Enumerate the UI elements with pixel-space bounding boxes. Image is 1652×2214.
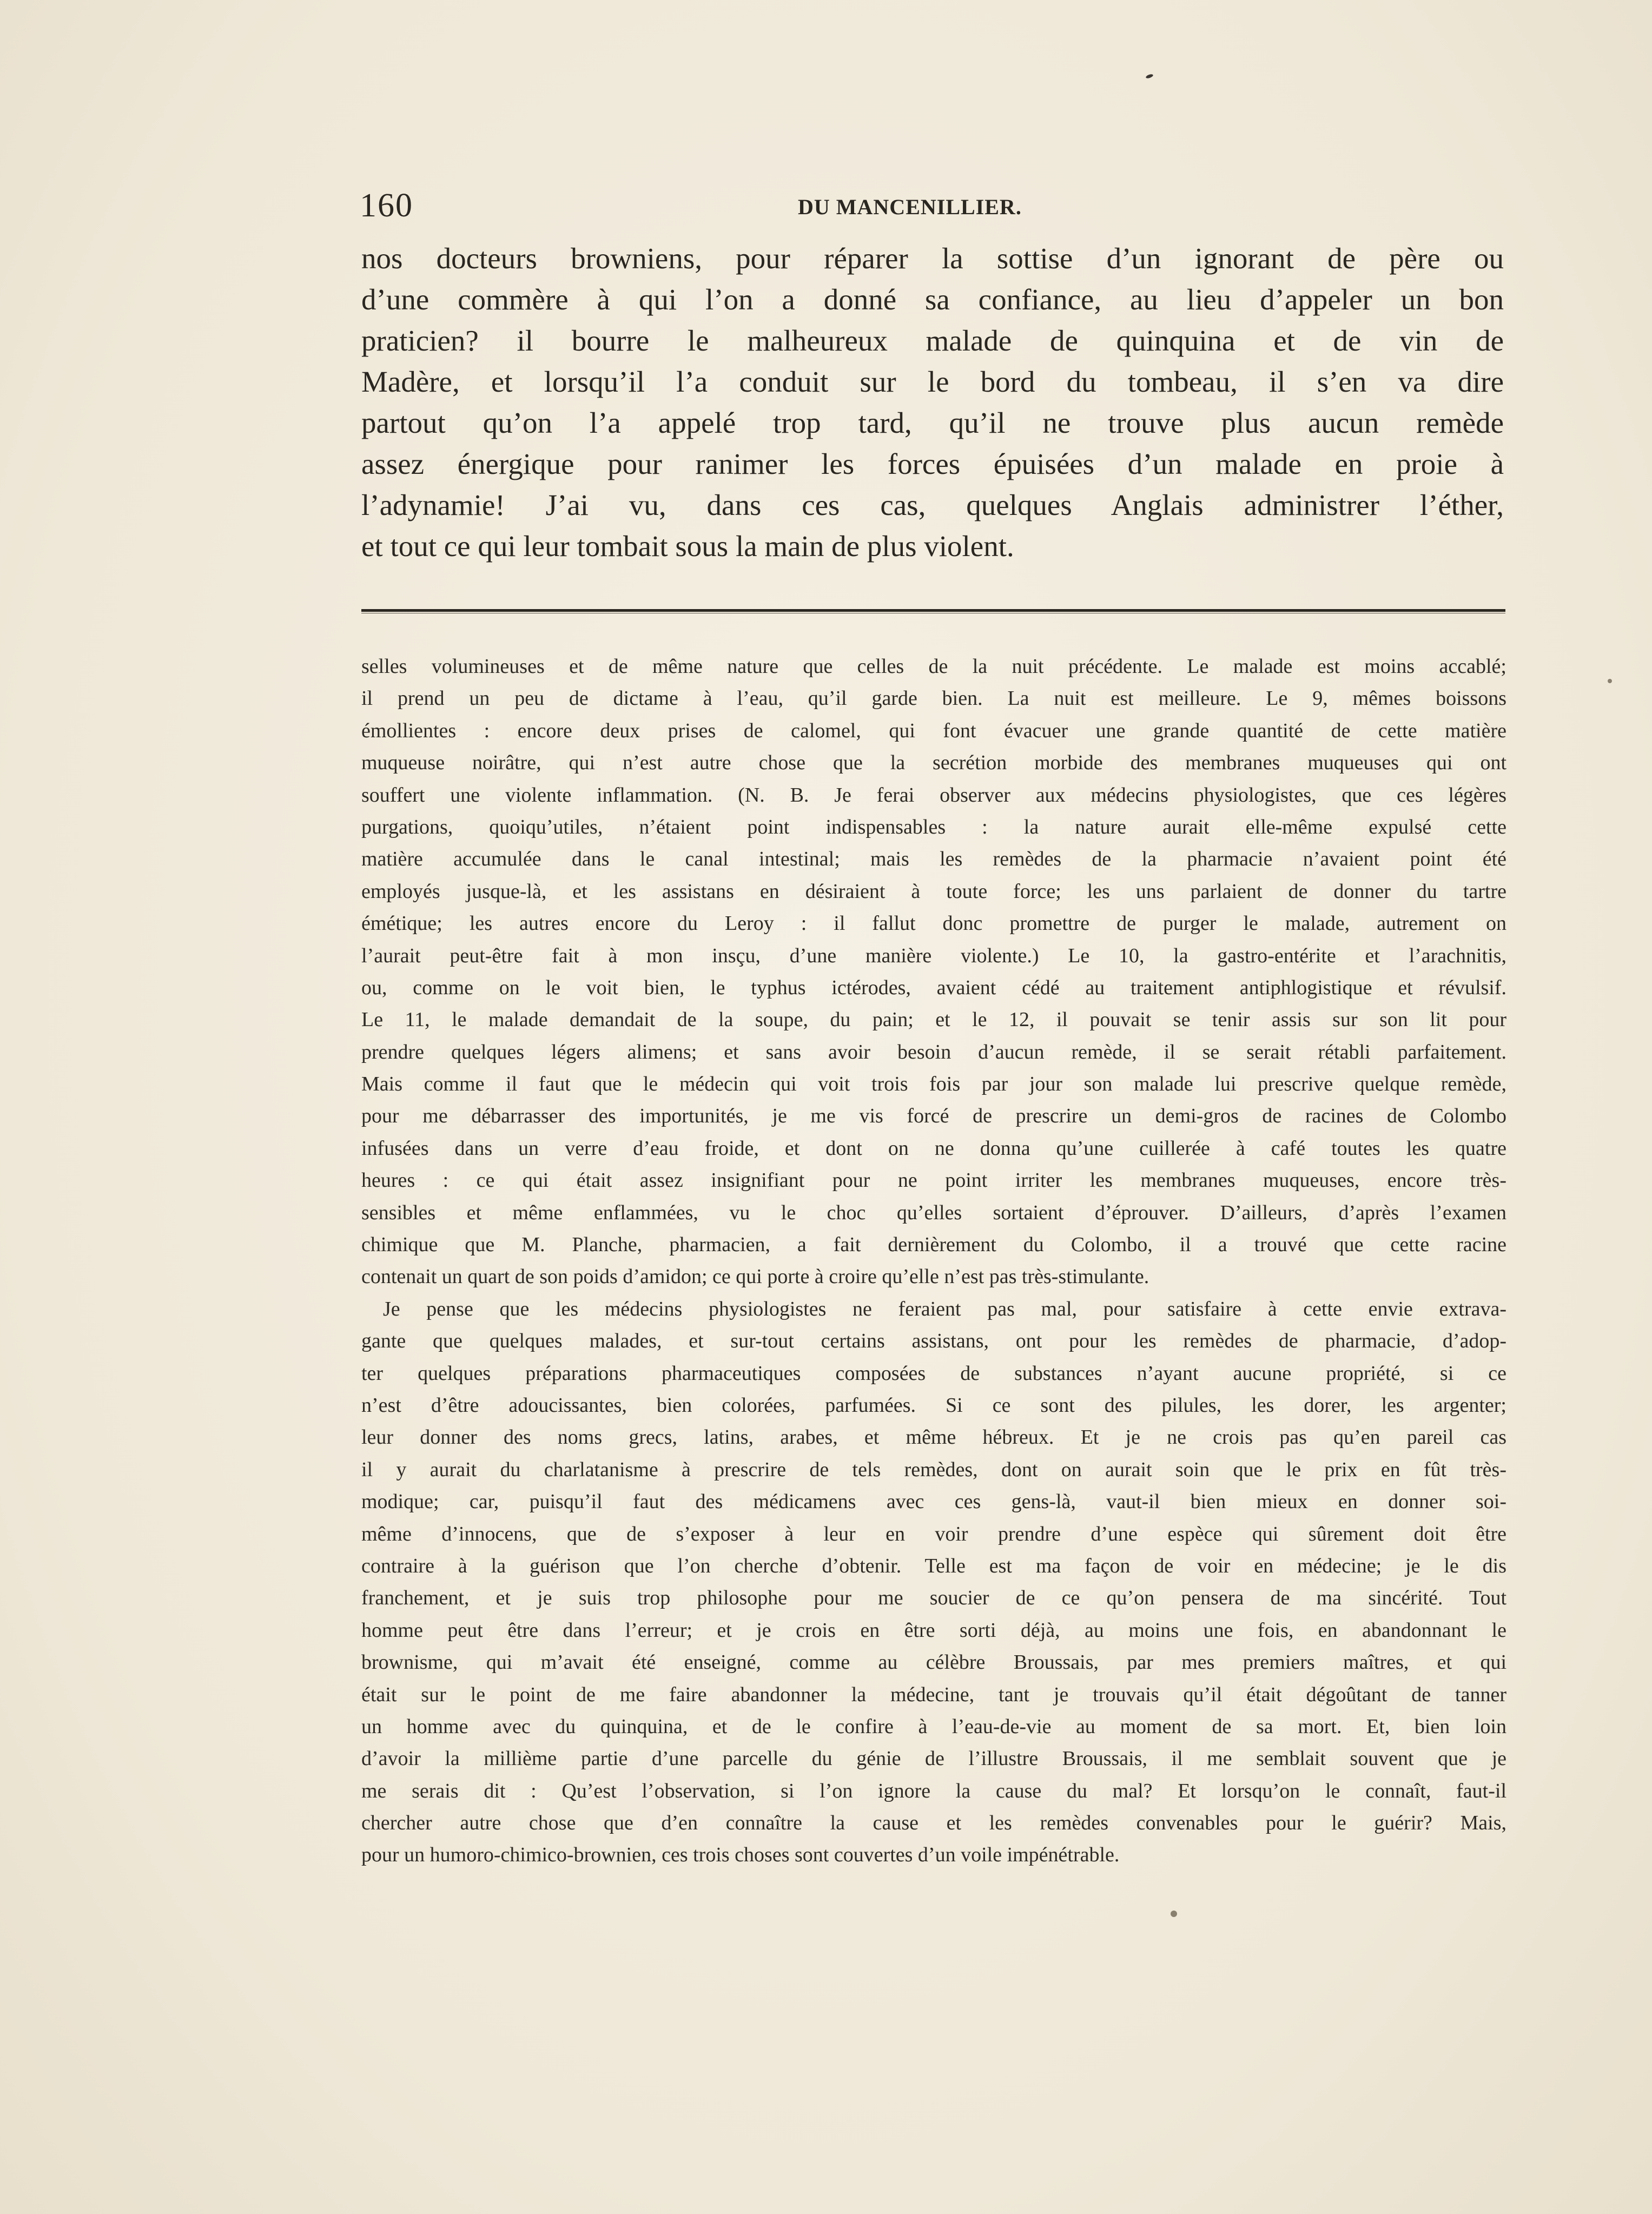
footnote-line: n’est d’être adoucissantes, bien colorées, parfumées. Si ce sont des pilules, les dorer, les argenter; xyxy=(361,1393,1506,1417)
footnote-line: d’avoir la millième partie d’une parcelle du génie de l’illustre Broussais, il me semblait souvent que je xyxy=(361,1747,1506,1770)
footnote-line: souffert une violente inflammation. (N. B. Je ferai observer aux médecins physiologistes, que ces légères xyxy=(361,783,1506,807)
footnote-line: émétique; les autres encore du Leroy : il fallut donc promettre de purger le malade, autrement on xyxy=(361,912,1506,935)
footnote-line: contraire à la guérison que l’on cherche d’obtenir. Telle est ma façon de voir en médecine; je le dis xyxy=(361,1554,1506,1577)
footnote-line: ter quelques préparations pharmaceutiques composées de substances n’ayant aucune propriété, si ce xyxy=(361,1362,1506,1385)
footnote-line: l’aurait peut-être fait à mon insçu, d’une manière violente.) Le 10, la gastro-entérite et l’arachnitis, xyxy=(361,944,1506,967)
divider-thick-rule xyxy=(361,609,1505,612)
footnote-line: contenait un quart de son poids d’amidon; ce qui porte à croire qu’elle n’est pas très-stimulante. xyxy=(361,1265,1149,1288)
footnote-line: heures : ce qui était assez insignifiant pour ne point irriter les membranes muqueuses, encore très- xyxy=(361,1169,1506,1192)
footnote-line: purgations, quoiqu’utiles, n’étaient point indispensables : la nature aurait elle-même expulsé cette xyxy=(361,815,1506,838)
footnote-line: Je pense que les médecins physiologistes ne feraient pas mal, pour satisfaire à cette envie extrava- xyxy=(383,1297,1506,1320)
page-header xyxy=(360,187,1523,235)
footnote-line: modique; car, puisqu’il faut des médicamens avec ces gens-là, vaut-il bien mieux en donner soi- xyxy=(361,1490,1506,1514)
footnote-line: était sur le point de me faire abandonner la médecine, tant je trouvais qu’il était dégoûtant de tanner xyxy=(361,1683,1506,1706)
footnote-line: ou, comme on le voit bien, le typhus ictérodes, avaient cédé au traitement antiphlogistique et révulsif. xyxy=(361,976,1506,999)
footnote-line: selles volumineuses et de même nature que celles de la nuit précédente. Le malade est moins accablé; xyxy=(361,655,1506,678)
footnote-line: Le 11, le malade demandait de la soupe, du pain; et le 12, il pouvait se tenir assis sur son lit pour xyxy=(361,1008,1506,1032)
main-text-line: Madère, et lorsqu’il l’a conduit sur le bord du tombeau, il s’en va dire xyxy=(361,365,1504,398)
footnote-line: prendre quelques légers alimens; et sans avoir besoin d’aucun remède, il se serait rétabli parfaitement. xyxy=(361,1040,1506,1063)
main-text-line: partout qu’on l’a appelé trop tard, qu’il ne trouve plus aucun remède xyxy=(361,406,1504,439)
footnote-block xyxy=(361,651,1506,1872)
footnote-line: pour me débarrasser des importunités, je me vis forcé de prescrire un demi-gros de racines de Colombo xyxy=(361,1105,1506,1128)
footnote-line: sensibles et même enflammées, vu le choc qu’elles sortaient d’éprouver. D’ailleurs, d’après l’examen xyxy=(361,1201,1506,1224)
main-text-line: praticien? il bourre le malheureux malade de quinquina et de vin de xyxy=(361,324,1504,357)
footnote-line: chimique que M. Planche, pharmacien, a fait dernièrement du Colombo, il a trouvé que cette racine xyxy=(361,1233,1506,1257)
footnote-line: franchement, et je suis trop philosophe pour me soucier de ce qu’on pensera de ma sincérité. Tout xyxy=(361,1587,1506,1610)
page-number: 160 xyxy=(360,187,413,224)
ink-speck xyxy=(1608,679,1612,683)
footnote-line: infusées dans un verre d’eau froide, et dont on ne donna qu’une cuillerée à café toutes les quatre xyxy=(361,1136,1506,1160)
footnote-line: il y aurait du charlatanisme à prescrire de tels remèdes, dont on aurait soin que le prix en fût très- xyxy=(361,1458,1506,1481)
footnote-line: gante que quelques malades, et sur-tout certains assistans, ont pour les remèdes de pharmacie, d’adop- xyxy=(361,1330,1506,1353)
footnote-line: me serais dit : Qu’est l’observation, si l’on ignore la cause du mal? Et lorsqu’on le connaît, faut-il xyxy=(361,1779,1506,1802)
footnote-line: pour un humoro-chimico-brownien, ces trois choses sont couvertes d’un voile impénétrable. xyxy=(361,1843,1120,1867)
footnote-line: il prend un peu de dictame à l’eau, qu’il garde bien. La nuit est meilleure. Le 9, mêmes boissons xyxy=(361,687,1506,710)
footnote-line: homme peut être dans l’erreur; et je crois en être sorti déjà, au moins une fois, en abandonnant le xyxy=(361,1618,1506,1642)
main-text-line: l’adynamie! J’ai vu, dans ces cas, quelques Anglais administrer l’éther, xyxy=(361,488,1504,521)
ink-speck xyxy=(1171,1911,1177,1917)
main-text-line: et tout ce qui leur tombait sous la main de plus violent. xyxy=(361,530,1014,563)
footnote-divider xyxy=(361,609,1505,613)
ink-speck xyxy=(1145,74,1153,79)
footnote-line: brownisme, qui m’avait été enseigné, comme au célèbre Broussais, par mes premiers maîtres, et qui xyxy=(361,1651,1506,1674)
footnote-line: émollientes : encore deux prises de calomel, qui font évacuer une grande quantité de cette matière xyxy=(361,719,1506,742)
main-text-line: d’une commère à qui l’on a donné sa confiance, au lieu d’appeler un bon xyxy=(361,283,1504,316)
footnote-line: Mais comme il faut que le médecin qui voit trois fois par jour son malade lui prescrive quelque remède, xyxy=(361,1073,1506,1096)
footnote-line: chercher autre chose que d’en connaître la cause et les remèdes convenables pour le guérir? Mais, xyxy=(361,1812,1506,1835)
footnote-line: leur donner des noms grecs, latins, arabes, et même hébreux. Et je ne crois pas qu’en pareil cas xyxy=(361,1426,1506,1449)
main-text-line: assez énergique pour ranimer les forces épuisées d’un malade en proie à xyxy=(361,447,1504,480)
main-text-line: nos docteurs browniens, pour réparer la sottise d’un ignorant de père ou xyxy=(361,242,1504,275)
footnote-line: un homme avec du quinquina, et de le confire à l’eau-de-vie au moment de sa mort. Et, bien loin xyxy=(361,1715,1506,1738)
running-title: DU MANCENILLIER. xyxy=(798,195,1022,219)
main-paragraph xyxy=(361,238,1504,567)
footnote-line: employés jusque-là, et les assistans en désiraient à toute force; les uns parlaient de donner du tartre xyxy=(361,880,1506,903)
footnote-line: même d’innocens, que de s’exposer à leur en voir prendre d’une espèce qui sûrement doit être xyxy=(361,1522,1506,1545)
footnote-line: matière accumulée dans le canal intestinal; mais les remèdes de la pharmacie n’avaient point été xyxy=(361,848,1506,871)
footnote-line: muqueuse noirâtre, qui n’est autre chose que la secrétion morbide des membranes muqueuses qui ont xyxy=(361,751,1506,775)
